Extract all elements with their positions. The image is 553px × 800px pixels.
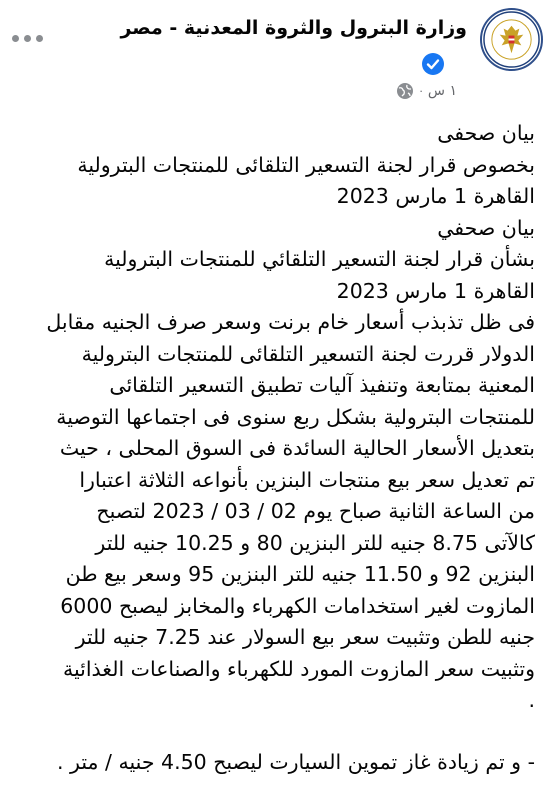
post-line: وتثبيت سعر المازوت المورد للكهرباء والصناعات الغذائية [62,656,535,681]
post-line: بتعديل الأسعار الحالية السائدة فى السوق المحلى ، حيث [59,436,535,460]
paragraph-gap [10,717,535,747]
post-line: المعنية بمتابعة وتنفيذ آليات تطبيق التسعير التلقائى [109,373,535,397]
post-line: بشأن قرار لجنة التسعير التلقائي للمنتجات البترولية [104,247,535,271]
eagle-emblem-icon [482,10,541,69]
post-line: كالآتى 8.75 جنيه للتر البنزين 80 و 10.25 جنيه للتر [95,530,535,555]
post-line: . [528,688,535,712]
post-line: من الساعة الثانية صباح يوم 02 / 03 / 2023 لتصبح [96,499,535,523]
post-line: القاهرة 1 مارس 2023 [336,278,535,303]
post-line: للمنتجات البترولية بشكل ربع سنوى فى اجتماعها التوصية [56,404,535,429]
post-line: القاهرة 1 مارس 2023 [336,184,535,208]
post-line: تم تعديل سعر بيع منتجات البنزين بأنواعه الثلاثة اعتبارا [79,467,535,492]
separator: · [419,84,423,98]
post-line: بيان صحفي [437,215,535,240]
more-options-icon [12,35,19,42]
timestamp[interactable]: ١ س [427,83,457,99]
ministry-logo[interactable] [480,8,543,71]
post-line: المازوت لغير استخدامات الكهرباء والمخابز ليصبح 6000 [60,593,535,618]
more-options-button[interactable] [12,26,52,50]
page-title[interactable]: وزارة البترول والثروة المعدنية - مصر [120,17,467,39]
post-header [0,0,553,110]
verified-badge-icon [421,52,445,76]
post-body [10,118,535,778]
post-line: الدولار قررت لجنة التسعير التلقائى للمنتجات البترولية [81,341,535,366]
post-line: بيان صحفى [437,121,535,145]
globe-icon[interactable] [396,82,414,100]
post-line: البنزين 92 و 11.50 جنيه للتر البنزين 95 وسعر بيع طن [65,562,535,586]
post-line: بخصوص قرار لجنة التسعير التلقائى للمنتجات البترولية [77,152,535,177]
post-line: فى ظل تذبذب أسعار خام برنت وسعر صرف الجنيه مقابل [46,310,535,334]
post-meta [396,82,457,100]
post-footer-line: - و تم زيادة غاز تموين السيارت ليصبح 4.50 جنيه / متر . [57,749,535,774]
post-line: جنيه للطن وتثبيت سعر بيع السولار عند 7.25 جنيه للتر [75,625,535,649]
